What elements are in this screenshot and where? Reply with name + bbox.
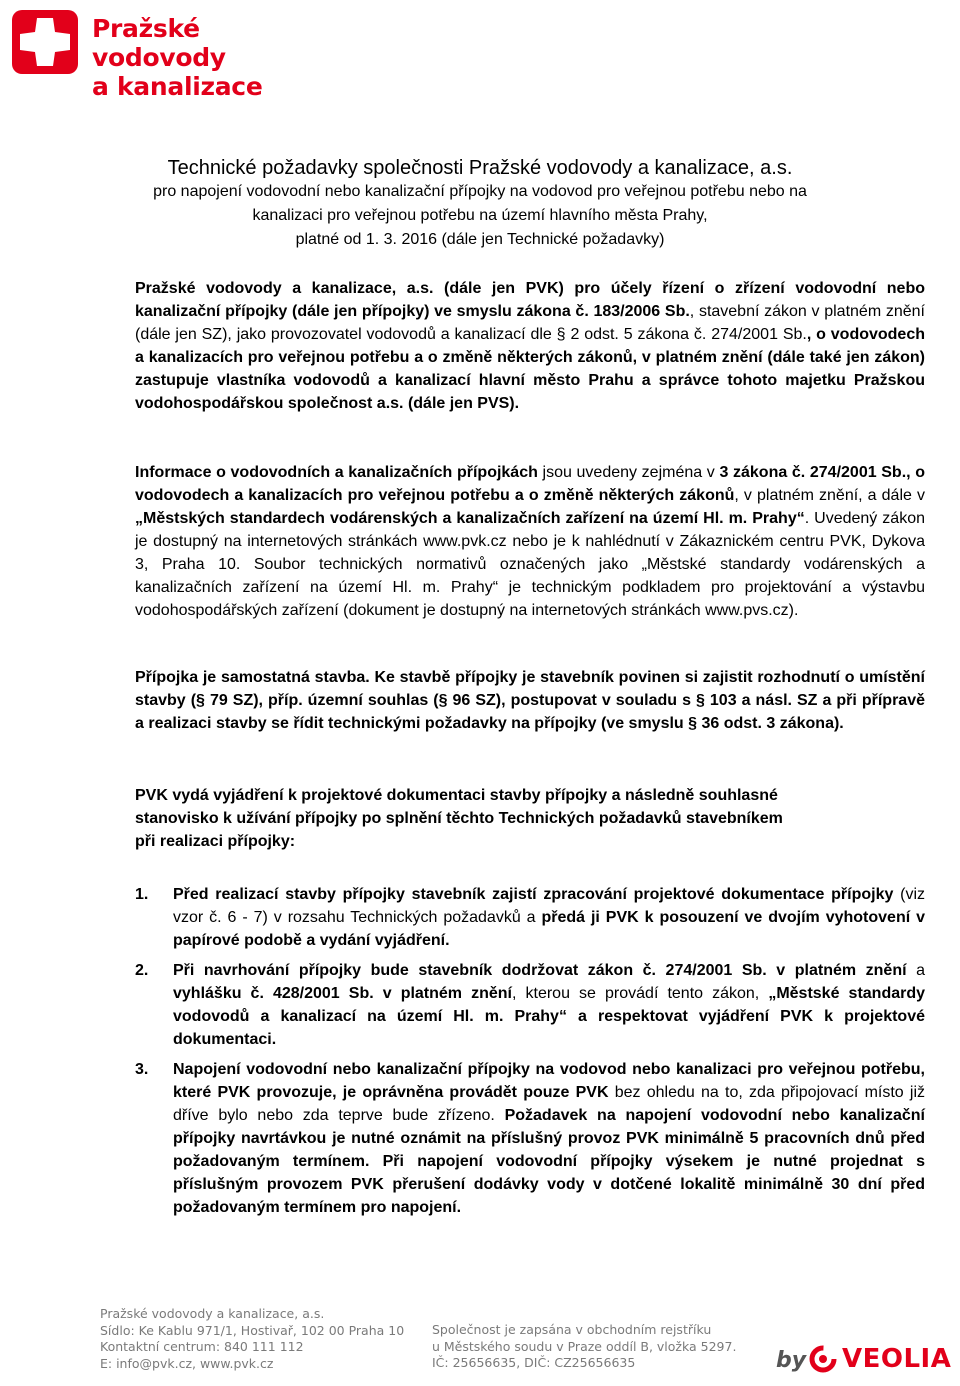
- list-item-3: [135, 1058, 925, 1219]
- logo-line-2: a kanalizace: [92, 72, 263, 101]
- list-item-number: 1.: [135, 886, 149, 903]
- veolia-swirl-icon: [808, 1344, 838, 1374]
- info-bold-1: Informace o vodovodních a kanalizačních přípojkách: [135, 464, 538, 481]
- footer-line: Sídlo: Ke Kablu 971/1, Hostivař, 102 00 Praha 10: [100, 1322, 405, 1338]
- footer-line: IČ: 25656635, DIČ: CZ25656635: [432, 1355, 636, 1370]
- info-normal-3: , v platném znění, a dále v: [734, 487, 925, 504]
- title-line-3: kanalizaci pro veřejnou potřebu na území hlavního města Prahy,: [252, 207, 708, 224]
- veolia-by-label: by: [776, 1348, 807, 1373]
- item-3-bold-1: Napojení vodovodní nebo kanalizační přípojky na vodovod nebo kanalizaci pro veřejnou potřebu, které PVK provozuje, je oprávněna provádět pouze PVK: [173, 1061, 925, 1101]
- item-2-bold-2: vyhlášku č. 428/2001 Sb. v platném znění: [173, 985, 512, 1002]
- footer-line: Pražské vodovody a kanalizace, a.s.: [100, 1306, 325, 1321]
- item-2-bold-3: „Městské standardy vodovodů a kanalizací na území Hl. m. Prahy“ a respektovat vyjádření PVK k projektové dokumentaci.: [173, 985, 926, 1048]
- item-2-bold-1: Při navrhování přípojky bude stavebník dodržovat zákon č. 274/2001 Sb. v platném znění: [173, 962, 907, 979]
- intro-bold-2: , o vodovodech a kanalizacích pro veřejnou potřebu a o změně některých zákonů, v platném znění (dále také jen zákon) zastupuje vlastníka vodovodů a kanalizací hlavní město Prahu a správce tohoto majetku Pražskou vodohospodářskou společnost a.s. (dále jen PVS).: [135, 326, 926, 412]
- info-normal-4: . Uvedený zákon je dostupný na internetových stránkách www.pvk.cz nebo je k nahlédnutí v Zákaznickém centru PVK, Dykova 3, Praha 10. Soubor technických normativů označených jako „Městské standardy vodárenských a kanalizačních zařízení na území Hl. m. Prahy“ je technickým podkladem pro projektování a výstavbu vodohospodářských zařízení (dokument je dostupný na internetových stránkách www.pvs.cz).: [135, 510, 925, 619]
- intro-paragraph: [135, 277, 925, 415]
- info-normal-2: , o vodovodech a kanalizacích pro veřejnou potřebu a o změně některých zákonů: [135, 464, 926, 504]
- item-2-normal-2: , kterou se provádí tento zákon,: [512, 985, 769, 1002]
- veolia-logo: [776, 1336, 956, 1386]
- info-paragraph: [135, 461, 925, 622]
- title-line-1: Technické požadavky společnosti Pražské vodovody a kanalizace, a.s.: [167, 157, 793, 179]
- pvk-intro-paragraph: [135, 784, 925, 853]
- item-3-bold-2: Požadavek na napojení vodovodní nebo kanalizační přípojky navrtávkou je nutné oznámit na příslušný provoz PVK minimálně 5 pracovních dnů před požadovaným termínem. Při napojení vodovodní přípojky výsekem je nutné projednat s příslušným provozem PVK přerušení dodávky vody v dotčené lokalitě minimálně 30 dní před požadovaným termínem pro napojení.: [173, 1107, 925, 1216]
- item-1-normal-1: (viz vzor č. 6 - 7) v rozsahu Technických požadavků a: [173, 886, 926, 926]
- pvk-intro-line-2: stanovisko k užívání přípojky po splnění těchto Technických požadavků stavebníkem: [135, 810, 783, 827]
- pvk-intro-line-3: při realizaci přípojky:: [135, 833, 296, 850]
- logo-line-1: Pražské vodovody: [92, 14, 226, 72]
- footer-registration-info: [432, 1322, 736, 1372]
- item-2-normal-1: a: [906, 962, 926, 979]
- veolia-brand-name: VEOLIA: [842, 1344, 952, 1374]
- footer-line: E: info@pvk.cz, www.pvk.cz: [100, 1355, 274, 1371]
- info-bold-2: 3 zákona č. 274/2001 Sb.: [719, 464, 907, 481]
- pripojka-paragraph: Přípojka je samostatná stavba. Ke stavbě přípojky je stavebník povinen si zajistit rozhodnutí o umístění stavby (§ 79 SZ), příp. územní souhlas (§ 96 SZ), postupovat v souladu s § 103 a násl. SZ a při přípravě a realizaci stavby se řídit technickými požadavky na přípojky (ve smyslu § 36 odst. 3 zákona).: [135, 669, 925, 732]
- document-title: [130, 156, 830, 252]
- list-item-2: [135, 959, 925, 1051]
- item-3-normal-1: bez ohledu na to, zda připojovací místo již dříve bylo nebo zda teprve bude zřízeno.: [173, 1084, 926, 1124]
- intro-bold-1: Pražské vodovody a kanalizace, a.s. (dále jen PVK) pro účely řízení o zřízení vodovodní nebo kanalizační přípojky (dále jen přípojky) ve smyslu zákona č. 183/2006 Sb.: [135, 280, 925, 320]
- title-line-2: pro napojení vodovodní nebo kanalizační přípojky na vodovod pro veřejnou potřebu nebo na: [153, 183, 807, 200]
- item-1-bold-1: Před realizací stavby přípojky stavebník zajistí zpracování projektové dokumentace přípojky: [173, 886, 894, 903]
- list-item-1: [135, 883, 925, 952]
- drop-cross-logo-icon: [12, 10, 78, 74]
- company-logo: [12, 10, 312, 101]
- info-bold-3: „Městských standardech vodárenských a kanalizačních zařízení na území Hl. m. Prahy“: [135, 510, 805, 527]
- footer-line: Kontaktní centrum: 840 111 112: [100, 1339, 304, 1354]
- footer-company-info: [100, 1306, 404, 1372]
- list-item-number: 2.: [135, 962, 149, 979]
- footer-line: u Městského soudu v Praze oddíl B, vložka 5297.: [432, 1338, 737, 1354]
- list-item-number: 3.: [135, 1061, 149, 1078]
- logo-text: [92, 14, 312, 101]
- footer-line: Společnost je zapsána v obchodním rejstříku: [432, 1322, 712, 1337]
- info-normal-1: jsou uvedeny zejména v: [537, 464, 720, 481]
- intro-normal-1: , stavební zákon v platném znění (dále jen SZ), jako provozovatel vodovodů a kanalizací dle § 2 odst. 5 zákona č. 274/2001 Sb.: [135, 303, 925, 343]
- pvk-intro-line-1: PVK vydá vyjádření k projektové dokumentaci stavby přípojky a následně souhlasné: [135, 787, 778, 804]
- title-line-4: platné od 1. 3. 2016 (dále jen Technické požadavky): [295, 231, 665, 248]
- item-1-bold-2: předá ji PVK k posouzení ve dvojím vyhotovení v papírové podobě a vydání vyjádření.: [173, 909, 925, 949]
